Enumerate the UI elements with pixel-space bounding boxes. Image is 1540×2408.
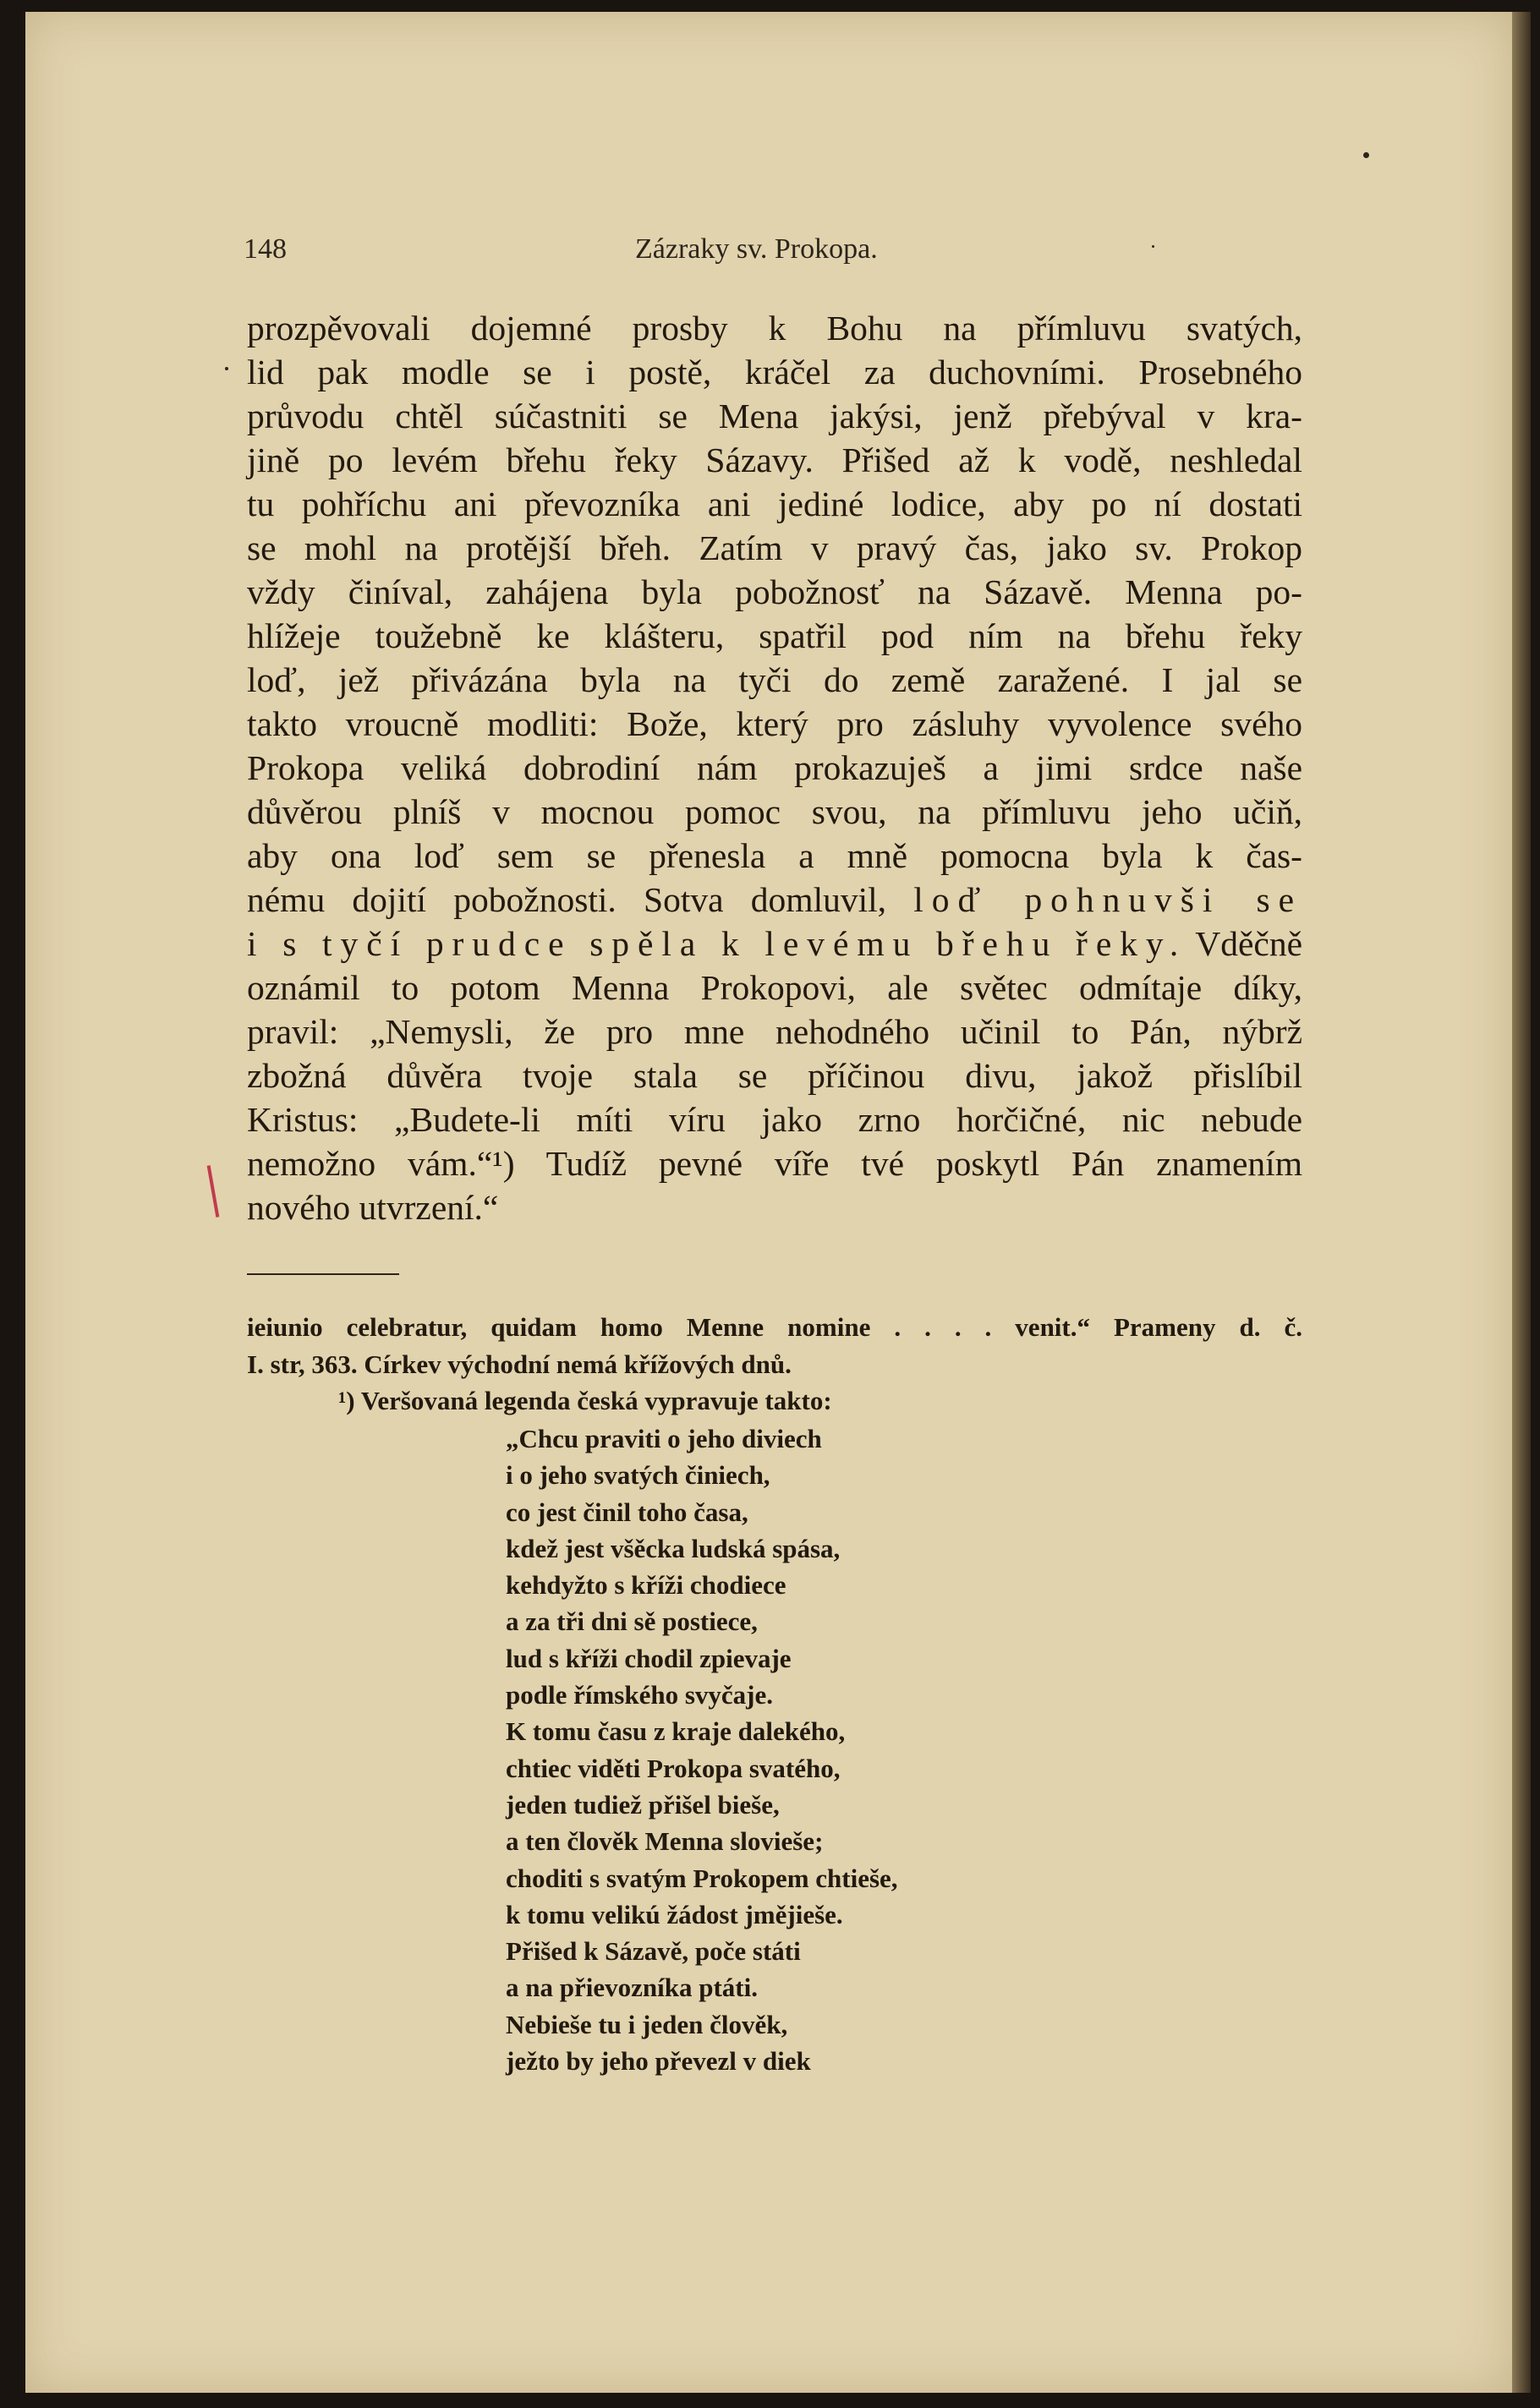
text-line: vždy činíval, zahájena byla pobožnosť na Sázavě. Menna po- (247, 572, 1302, 611)
verse-line: a za tři dni sě postiece, (506, 1606, 758, 1637)
verse-line: choditi s svatým Prokopem chtieše, (506, 1863, 898, 1893)
page-number: 148 (244, 233, 287, 265)
footnote-line: I. str, 363. Církev východní nemá křížových dnů. (247, 1349, 792, 1379)
verse-line: Nebieše tu i jeden člověk, (506, 2009, 788, 2039)
ink-speck (225, 367, 228, 370)
text-line: zbožná důvěra tvoje stala se příčinou divu, jakož přislíbil (247, 1056, 1302, 1095)
verse-line: i o jeho svatých činiech, (506, 1460, 770, 1491)
text-line: se mohl na protější břeh. Zatím v pravý čas, jako sv. Prokop (247, 528, 1302, 567)
verse-line: a na přievozníka ptáti. (506, 1973, 758, 2003)
text-line: hlížeje toužebně ke klášteru, spatřil pod ním na břehu řeky (247, 616, 1302, 655)
text-segment: nému dojití pobožnosti. Sotva domluvil, (247, 880, 914, 919)
text-line: loď, jež přivázána byla na tyči do země zaražené. I jal se (247, 660, 1302, 699)
footnotes (247, 1309, 1302, 1420)
footnote-line: ¹) Veršovaná legenda česká vypravuje takto: (338, 1386, 832, 1415)
text-line: oznámil to potom Menna Prokopovi, ale světec odmítaje díky, (247, 968, 1302, 1007)
text-line: průvodu chtěl súčastniti se Mena jakýsi, jenž přebýval v kra- (247, 397, 1302, 435)
verse-line: lud s kříži chodil zpievaje (506, 1643, 792, 1673)
text-line: tu pohříchu ani převozníka ani jediné lodice, aby po ní dostati (247, 484, 1302, 523)
text-line: takto vroucně modliti: Bože, který pro zásluhy vyvolence svého (247, 704, 1302, 743)
verse-legend (506, 1420, 1098, 2079)
verse-line: kdež jest všěcka ludská spása, (506, 1533, 841, 1563)
page-edge (1512, 12, 1531, 2393)
verse-line: podle římského svyčaje. (506, 1680, 774, 1710)
spaced-emphasis: loď pohnuvši se (913, 880, 1302, 919)
running-title: Zázraky sv. Prokopa. (635, 233, 878, 265)
page-header (242, 233, 1341, 276)
footnote-line: ieiunio celebratur, quidam homo Menne nomine . . . . venit.“ Prameny d. č. (247, 1312, 1302, 1342)
verse-line: co jest činil toho časa, (506, 1497, 748, 1527)
text-line: lid pak modle se i postě, kráčel za duchovními. Prosebného (247, 353, 1302, 391)
footnote-divider (247, 1273, 399, 1275)
ink-speck (1152, 245, 1154, 248)
text-line: nemožno vám.“¹) Tudíž pevné víře tvé poskytl Pán znamením (247, 1144, 1302, 1183)
text-line: jině po levém břehu řeky Sázavy. Přišed až k vodě, neshledal (247, 441, 1302, 479)
text-line: aby ona loď sem se přenesla a mně pomocna byla k čas- (247, 836, 1302, 875)
verse-line: k tomu velikú žádost jmějieše. (506, 1899, 843, 1929)
verse-line: jeden tudiež přišel bieše, (506, 1789, 780, 1820)
main-text (247, 306, 1302, 1229)
verse-line: „Chcu praviti o jeho diviech (506, 1424, 822, 1453)
verse-line: K tomu času z kraje dalekého, (506, 1716, 846, 1747)
verse-line: ježto by jeho převezl v diek (506, 2046, 811, 2077)
ink-speck (1363, 152, 1369, 158)
text-line (247, 878, 1302, 922)
text-line: Prokopa veliká dobrodiní nám prokazuješ a jimi srdce naše (247, 748, 1302, 787)
text-line: prozpěvovali dojemné prosby k Bohu na přímluvu svatých, (247, 309, 1302, 348)
text-segment: Vděčně (1187, 924, 1303, 963)
verse-line: kehdyžto s kříži chodiece (506, 1570, 786, 1601)
text-line (247, 922, 1302, 966)
verse-line: a ten člověk Menna slovieše; (506, 1826, 824, 1857)
spaced-emphasis: i s tyčí prudce spěla k levému břehu řeky. (247, 924, 1187, 963)
verse-line: Přišed k Sázavě, poče státi (506, 1936, 801, 1967)
text-line: nového utvrzení.“ (247, 1188, 499, 1227)
text-line: Kristus: „Budete-li míti víru jako zrno horčičné, nic nebude (247, 1100, 1302, 1139)
verse-line: chtiec viděti Prokopa svatého, (506, 1753, 841, 1783)
text-line: důvěrou plníš v mocnou pomoc svou, na přímluvu jeho učiň, (247, 792, 1302, 831)
text-line: pravil: „Nemysli, že pro mne nehodného učinil to Pán, nýbrž (247, 1012, 1302, 1051)
